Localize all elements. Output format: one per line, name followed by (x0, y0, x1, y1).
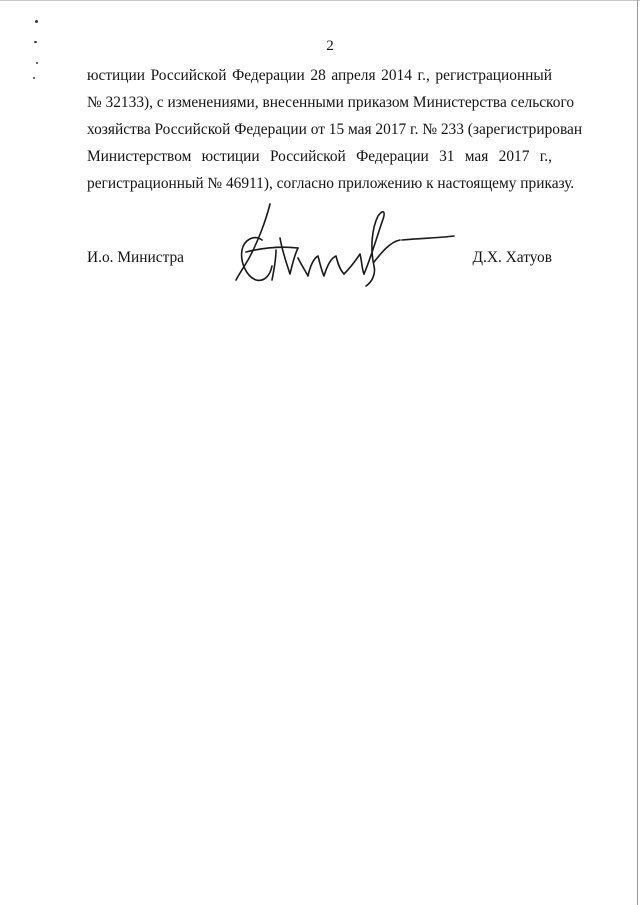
signature-stroke (298, 256, 344, 276)
signatory-position: И.о. Министра (87, 249, 185, 266)
signatory-name: Д.Х. Хатуов (472, 249, 552, 266)
signature-stroke (280, 238, 298, 274)
body-line: Министерством юстиции Российской Федерации 31 мая 2017 г., (87, 148, 552, 165)
body-line: юстиции Российской Федерации 28 апреля 2014 г., регистрационный (87, 67, 552, 84)
body-line: № 32133), с изменениями, внесенными приказом Министерства сельского (87, 94, 575, 111)
signature-stroke (236, 204, 270, 280)
body-line: регистрационный № 46911), согласно приложению к настоящему приказу. (87, 175, 575, 192)
signature-stroke (364, 212, 384, 286)
handwritten-signature (232, 200, 458, 290)
signature-stroke (344, 254, 364, 274)
scan-speck (33, 77, 35, 79)
page-number: 2 (326, 38, 334, 54)
page-right-edge (637, 0, 638, 905)
signature-stroke (374, 240, 400, 262)
body-paragraph (87, 62, 583, 197)
page-top-edge (0, 0, 640, 1)
scan-speck (36, 62, 38, 64)
signature-stroke (272, 250, 276, 280)
scan-speck (35, 20, 38, 23)
signature-stroke (402, 236, 454, 240)
body-line: хозяйства Российской Федерации от 15 мая 2017 г. № 233 (зарегистрирован (87, 121, 583, 138)
